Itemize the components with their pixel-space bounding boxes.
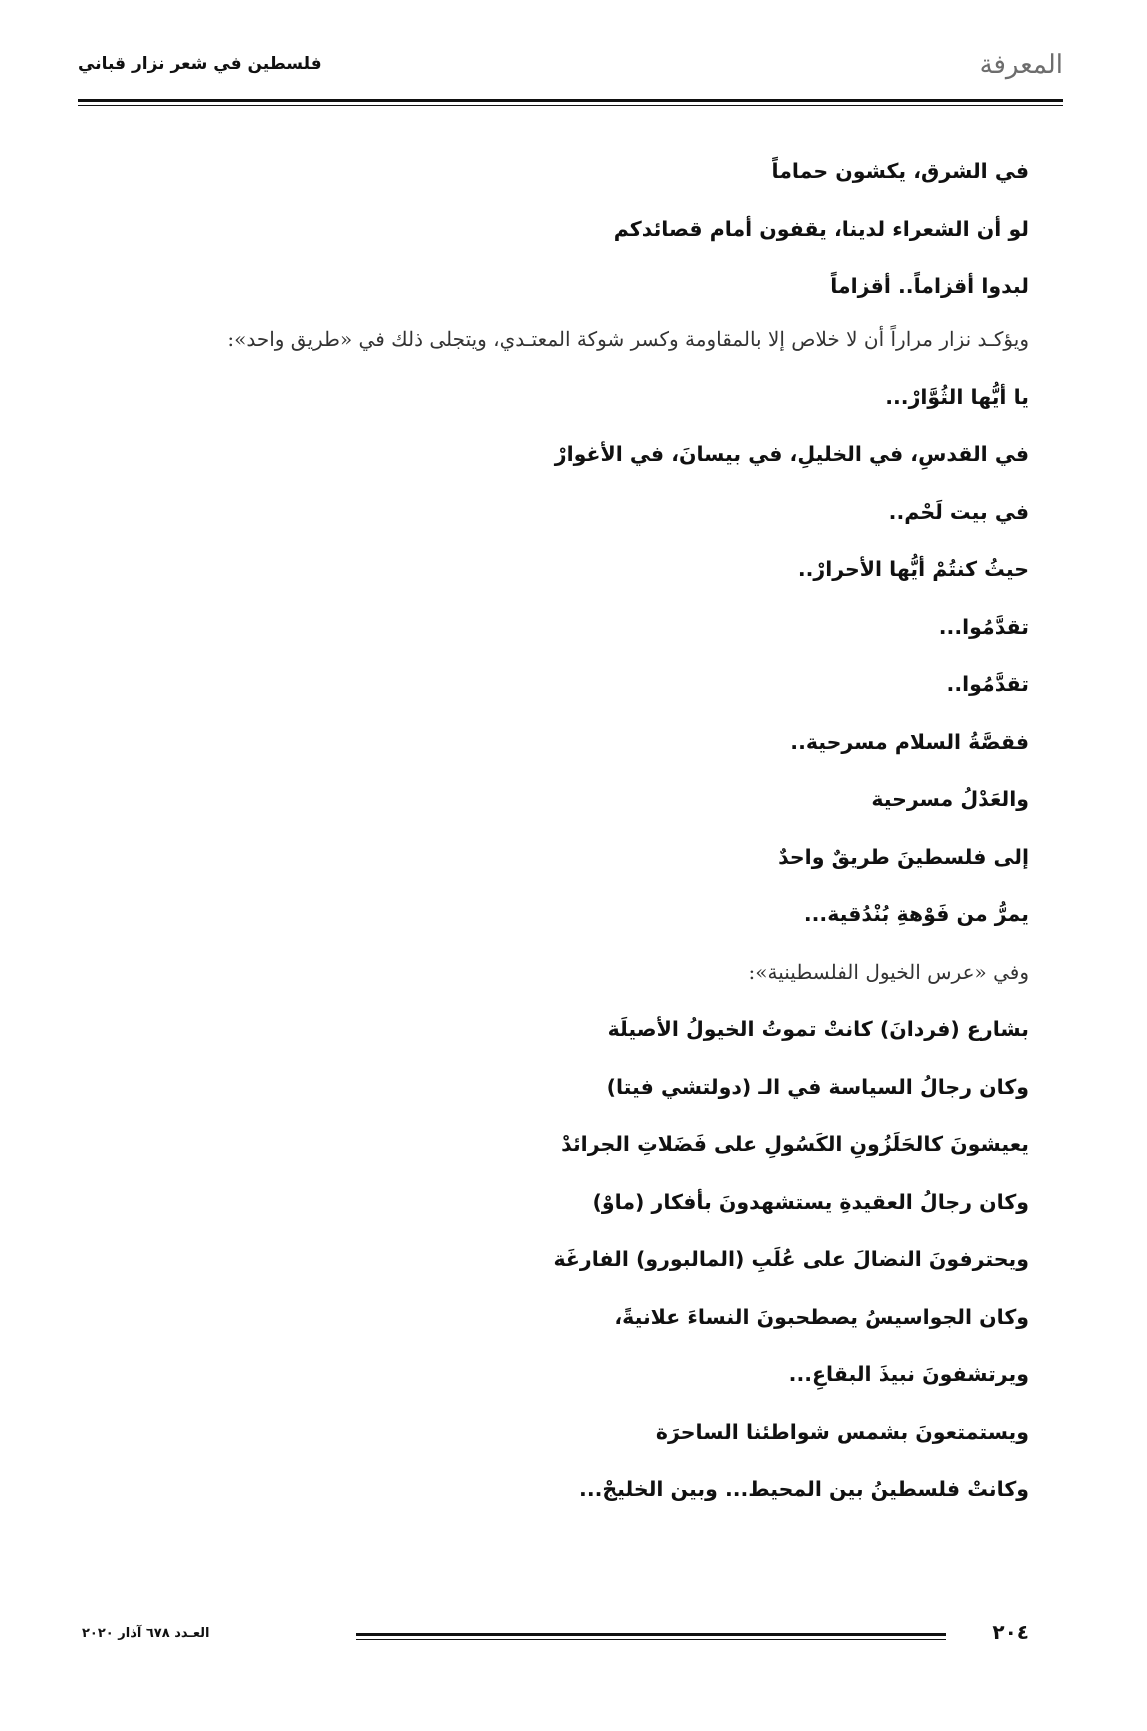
verse-line: وكان الجواسيسُ يصطحبونَ النساءَ علانيةً، — [614, 1304, 1029, 1329]
verse-line: ويحترفونَ النضالَ على عُلَبِ (المالبورو) الفارغَة — [553, 1247, 1029, 1271]
running-title: فلسطين في شعر نزار قباني — [78, 54, 322, 74]
verse-line: والعَدْلُ مسرحية — [871, 787, 1029, 811]
footer-divider-thick — [356, 1633, 946, 1636]
verse-line: وكان رجالُ العقيدةِ يستشهدونَ بأفكار (ماوْ) — [592, 1189, 1029, 1214]
issue-info: العـدد ٦٧٨ آذار ٢٠٢٠ — [82, 1626, 210, 1641]
magazine-logo: المعرفة — [979, 50, 1063, 80]
prose-paragraph: ويؤكـد نزار مراراً أن لا خلاص إلا بالمقاومة وكسر شوكة المعتـدي، ويتجلى ذلك في «طريق واحد»: — [227, 326, 1029, 351]
verse-line: إلى فلسطينَ طريقٌ واحدٌ — [778, 844, 1029, 869]
footer-divider-thin — [356, 1639, 946, 1640]
verse-line: لو أن الشعراء لدينا، يقفون أمام قصائدكم — [613, 216, 1029, 241]
verse-line: ويرتشفونَ نبيذَ البقاعِ... — [788, 1362, 1029, 1386]
verse-line: ويستمتعونَ بشمس شواطئنا الساحرَة — [655, 1419, 1029, 1444]
verse-line: وكانتْ فلسطينُ بين المحيط... وبين الخليجْ... — [579, 1477, 1029, 1501]
running-header — [78, 48, 1063, 94]
body-text — [77, 143, 1029, 1519]
verse-line: يعيشونَ كالحَلَزُونِ الكَسُولِ على فَضَلاتِ الجرائدْ — [561, 1132, 1029, 1156]
verse-line: في بيت لَحْم.. — [888, 499, 1029, 524]
verse-line: تقدَّمُوا.. — [946, 672, 1029, 696]
header-divider-thick — [78, 99, 1063, 102]
verse-line: بشارع (فردانَ) كانتْ تموتُ الخيولُ الأصيلَة — [607, 1017, 1029, 1041]
verse-line: يمرُّ من فَوْهةِ بُنْدُقية... — [803, 902, 1029, 926]
poem-intro-line: وفي «عرس الخيول الفلسطينية»: — [748, 959, 1029, 984]
verse-line: تقدَّمُوا... — [938, 614, 1029, 639]
verse-line: في القدسِ، في الخليلِ، في بيسانَ، في الأغوارْ — [554, 442, 1029, 466]
verse-line: يا أيُّها الثُوَّارْ... — [885, 384, 1029, 409]
verse-line: حيثُ كنتُمْ أيُّها الأحرارْ.. — [797, 557, 1029, 581]
verse-line: فقصَّةُ السلام مسرحية.. — [790, 729, 1029, 754]
verse-line: وكان رجالُ السياسة في الـ (دولتشي فيتا) — [606, 1074, 1029, 1099]
verse-line: لبدوا أقزاماً.. أقزاماً — [830, 274, 1029, 298]
header-divider-thin — [78, 105, 1063, 106]
verse-line: في الشرق، يكشون حماماً — [771, 159, 1029, 183]
page-number: ٢٠٤ — [992, 1620, 1029, 1644]
